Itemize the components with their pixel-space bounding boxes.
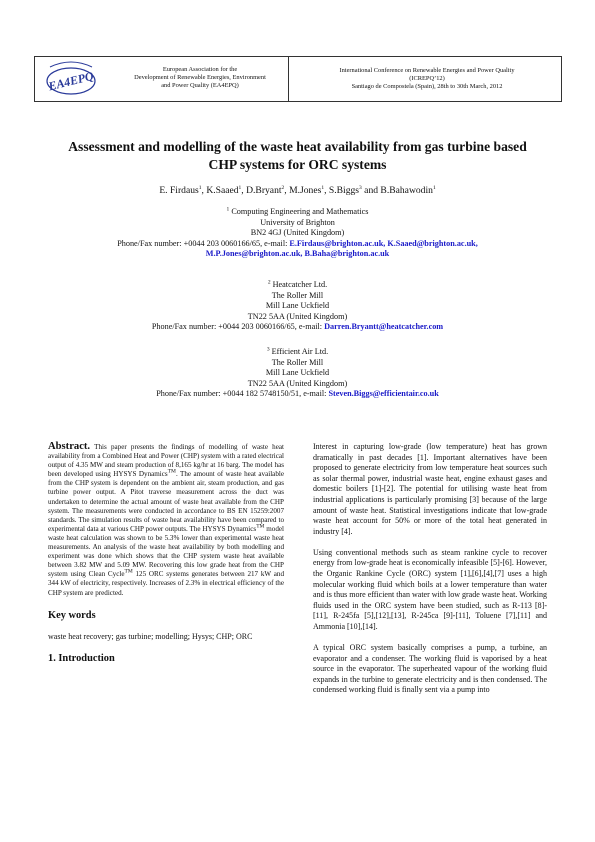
paragraph: A typical ORC system basically comprises a pump, a turbine, an evaporator and a condenser. The working fluid is vaporised by a heat source in the evaporator. The superheated vapour of the working fluid expands in the turbine to generate electricity and is then condensed. The condensed working fluid is finally sent via a pump into — [313, 643, 547, 695]
ea4epq-logo — [42, 59, 100, 99]
email-link[interactable]: M.P.Jones@brighton.ac.uk, B.Baha@brighton.ac.uk — [205, 249, 390, 259]
affiliation-1: $^1$ Computing Engineering and Mathematics University of Brighton BN2 4GJ (United Kingdom) Phone/Fax number: +0044 203 0060166/65, e-mail: E.Firdaus@brighton.ac.uk, K.Saaed@brighton.ac.uk, M.P.Jones@brighton.ac.uk, B.Baha@brighton.ac.uk — [117, 206, 478, 259]
abstract-label: Abstract. — [48, 441, 91, 452]
right-column — [313, 442, 547, 707]
email-link[interactable]: E.Firdaus@brighton.ac.uk, K.Saaed@brighton.ac.uk, — [289, 238, 478, 248]
paragraph: Interest in capturing low-grade (low temperature) heat has grown dramatically in past decades [1]. Important alternatives have been proposed to generate electricity from low temperature heat sources such as solar thermal power, industrial waste heat, engine exhaust gases and domestic boilers [1]-[2]. The potential for utilising waste heat from industrial applications is particularly promising [3] because of the large amount of waste heat. Statistical investigations indicate that low-grade waste heat account for 50% or more of the total heat generated in industry [4]. — [313, 442, 547, 536]
abstract: Abstract. This paper presents the findings of modelling of waste heat availability from a Combined Heat and Power (CHP) system with a rated electrical output of 4.35 MW and steam production of 8,165 kg/hr at 16 barg. The model has been developed using HYSYS Dynamics™. The amount of waste heat available from the CHP system is dependent on the ambient air, steam production, and gas turbine power output. A Pitot traverse measurement across the duct was undertaken to determine the actual amount of waste heat available from the CHP system. The measurements were conducted in accordance to BS EN 15259:2007 standards. The simulation results of waste heat availability have been compared to experimental data at various CHP power outputs. The HYSYS Dynamics™ model waste heat calculation was shown to be 5.3% lower than experimental waste heat measurements. An analysis of the waste heat availability by both modelling and experiment was done which shows that the CHP system waste heat available between 3.82 MW and 5.09 MW. Recovering this low grade heat from the CHP system using Clean Cycle™ 125 ORC systems generates between 217 kW and 344 kW of electricity, respectively. Increases of 2.3% in electrical efficiency of the CHP system are predicted. — [48, 441, 284, 597]
email-link[interactable]: Darren.Bryantt@heatcatcher.com — [324, 322, 444, 332]
keywords-heading: Key words — [48, 609, 96, 621]
affiliation-2: $^2$ Heatcatcher Ltd. The Roller Mill Mill Lane Uckfield TN22 5AA (United Kingdom) Phone/Fax number: +0044 203 0060166/65, e-mail: Darren.Bryantt@heatcatcher.com — [151, 279, 444, 332]
author-list: E. Firdaus$^1$, K.Saaed$^1$, D.Bryant$^2$, M.Jones$^1$, S.Biggs$^3$ and B.Bahawodin$^1$ — [159, 184, 436, 196]
email-link[interactable]: Steven.Biggs@efficientair.co.uk — [328, 389, 439, 399]
svg-text:EA4EPQ: EA4EPQ — [46, 68, 96, 94]
header-left-text: European Association for the Development of Renewable Energies, Environment and Power Quality (EA4EPQ) — [134, 66, 266, 90]
paper-title: Assessment and modelling of the waste heat availability from gas turbine based CHP systems for ORC systems — [68, 139, 527, 172]
paragraph: Using conventional methods such as steam rankine cycle to recover energy from low-grade heat is economically infeasible [5]-[6]. However, the Organic Rankine Cycle (ORC) system [1],[6],[4],[7] uses a high molecular working fluid which boils at a lower temperature than water and is thus more efficient than water with low grade waste heat. Working fluids used in the ORC system have been studied, such as R-113 [8]-[11], R-245fa [5],[12],[13], R-245ca [9]-[11], Toluene [7],[11] and Ammonia [10],[14]. — [313, 547, 547, 631]
header-right-text: International Conference on Renewable Energies and Power Quality (ICREPQ’12) Santiago de Compostela (Spain), 28th to 30th March, 2012 — [339, 67, 515, 91]
left-column — [48, 442, 284, 664]
header-divider — [288, 56, 289, 102]
introduction-heading: 1. Introduction — [48, 652, 115, 664]
affiliation-3: $^3$ Efficient Air Ltd. The Roller Mill Mill Lane Uckfield TN22 5AA (United Kingdom) Phone/Fax number: +0044 182 5748150/51, e-mail: Steven.Biggs@efficientair.co.uk — [156, 346, 439, 399]
keywords-text: waste heat recovery; gas turbine; modelling; Hysys; CHP; ORC — [48, 631, 253, 641]
